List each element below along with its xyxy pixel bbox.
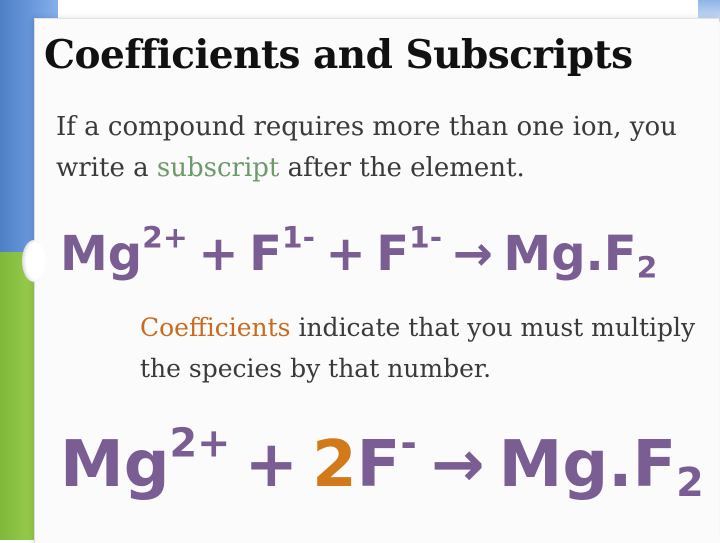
para1-text-after: after the element. — [279, 153, 525, 183]
paper-notch — [22, 240, 46, 282]
eq1-f2-charge: 1- — [409, 220, 443, 256]
eq2-mg-charge: 2+ — [169, 420, 231, 467]
coefficient-explanation — [140, 307, 710, 389]
eq2-arrow: → — [430, 428, 485, 502]
eq2-product: Mg.F — [498, 428, 677, 502]
coefficients-term: Coefficients — [140, 313, 291, 342]
eq1-reactant-mg: Mg — [60, 226, 143, 282]
eq2-plus: + — [244, 428, 299, 502]
eq1-product-subscript: 2 — [636, 250, 658, 286]
eq2-reactant-f: F — [356, 428, 401, 502]
eq2-product-subscript: 2 — [676, 459, 704, 506]
para1-text-before: If a compound requires more than one ion, you write a — [56, 112, 677, 183]
slide-title: Coefficients and Subscripts — [44, 32, 633, 78]
equation-subscripts — [60, 220, 658, 286]
eq2-reactant-mg: Mg — [60, 428, 170, 502]
eq1-plus-1: + — [198, 226, 239, 282]
eq1-f1-charge: 1- — [281, 220, 315, 256]
para2-text-after: indicate that you must multiply the species by that number. — [140, 313, 696, 383]
eq1-reactant-f-1: F — [249, 226, 282, 282]
eq1-plus-2: + — [325, 226, 366, 282]
eq1-product: Mg.F — [503, 226, 637, 282]
eq1-reactant-f-2: F — [376, 226, 410, 282]
equation-coefficients — [60, 420, 704, 506]
eq1-mg-charge: 2+ — [142, 220, 188, 256]
eq2-f-charge: - — [400, 420, 417, 467]
eq1-arrow: → — [452, 226, 493, 282]
subscript-term: subscript — [156, 153, 280, 183]
eq2-coefficient: 2 — [312, 428, 357, 502]
subscript-explanation — [56, 107, 696, 189]
